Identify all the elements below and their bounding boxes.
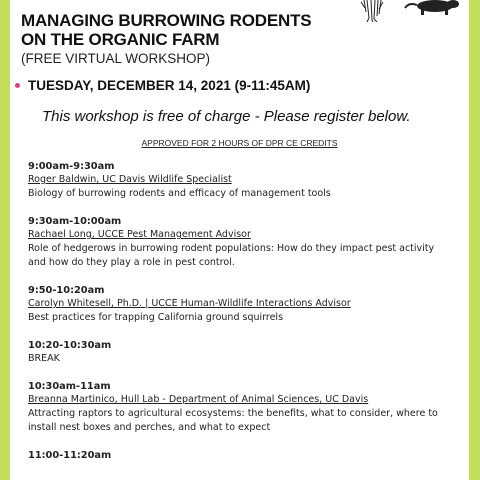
title-line-1: MANAGING BURROWING RODENTS	[21, 11, 312, 30]
session-speaker[interactable]: Carolyn Whitesell, Ph.D. | UCCE Human-Wildlife Interactions Advisor	[28, 298, 351, 309]
session-time: 10:30am-11am	[28, 381, 111, 392]
workshop-title	[21, 11, 311, 49]
session-time: 9:00am-9:30am	[28, 161, 115, 172]
session-speaker[interactable]: Rachael Long, UCCE Pest Management Advisor	[28, 229, 251, 240]
title-line-2: ON THE ORGANIC FARM	[21, 30, 220, 49]
session-3	[28, 284, 453, 325]
bullet-icon	[15, 83, 20, 88]
session-2	[28, 215, 453, 270]
date-row	[15, 78, 310, 93]
session-description: BREAK	[28, 353, 60, 364]
session-time: 11:00-11:20am	[28, 450, 112, 461]
workshop-date: TUESDAY, DECEMBER 14, 2021 (9-11:45AM)	[28, 78, 311, 93]
credits-link[interactable]: APPROVED FOR 2 HOURS OF DPR CE CREDITS	[141, 138, 338, 148]
workshop-subtitle: (FREE VIRTUAL WORKSHOP)	[21, 51, 211, 66]
free-notice: This workshop is free of charge - Please register below.	[42, 108, 411, 125]
session-description: Role of hedgerows in burrowing rodent populations: How do they impact pest activity and how do they play a role in pest control.	[28, 243, 435, 268]
schedule	[28, 160, 453, 476]
session-time: 9:50-10:20am	[28, 285, 105, 296]
rodent-illustration	[355, 0, 469, 22]
session-4	[28, 339, 453, 366]
session-speaker[interactable]: Roger Baldwin, UC Davis Wildlife Specialist	[28, 174, 232, 185]
session-time: 9:30am-10:00am	[28, 216, 122, 227]
session-speaker[interactable]: Breanna Martinico, Hull Lab - Department of Animal Sciences, UC Davis	[28, 394, 369, 405]
session-1	[28, 160, 453, 201]
session-description: Biology of burrowing rodents and efficacy of management tools	[28, 188, 331, 199]
session-6	[28, 449, 453, 462]
session-description: Attracting raptors to agricultural ecosystems: the benefits, what to consider, where to install nest boxes and perches, and what to expect	[28, 408, 438, 433]
session-description: Best practices for trapping California ground squirrels	[28, 312, 284, 323]
flyer-page	[10, 0, 469, 480]
session-5	[28, 380, 453, 435]
session-time: 10:20-10:30am	[28, 340, 112, 351]
